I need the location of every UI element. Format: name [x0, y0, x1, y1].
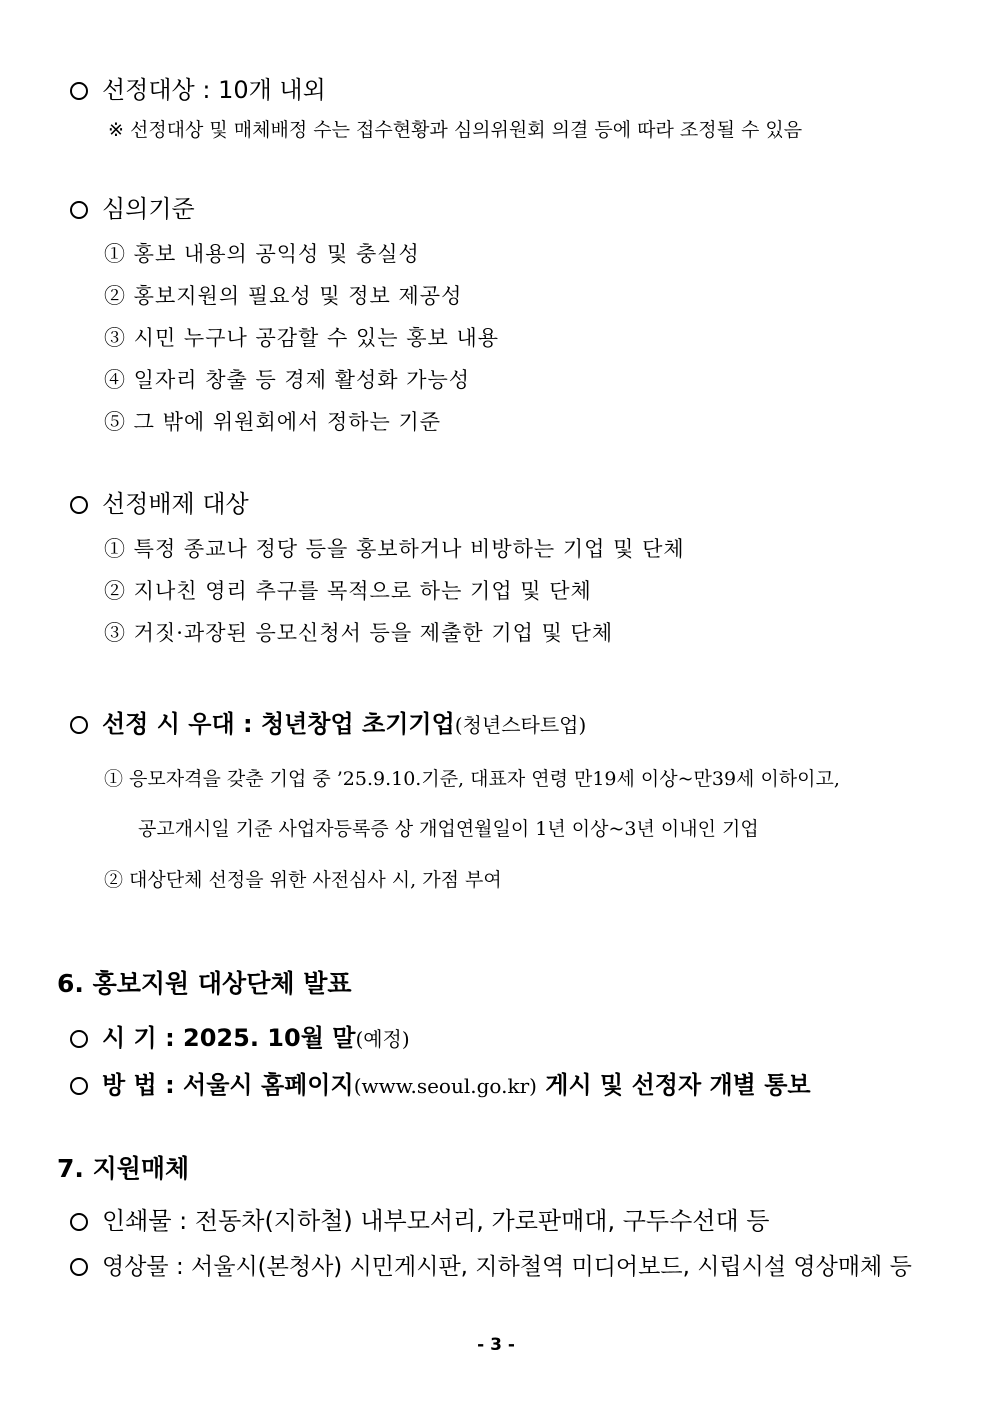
criteria-item-5: ⑤ 그 밖에 위원회에서 정하는 기준	[104, 410, 442, 434]
selection-target-heading: 선정대상 : 10개 내외	[70, 76, 326, 105]
criteria-item-3: ③ 시민 누구나 공감할 수 있는 홍보 내용	[104, 326, 500, 350]
preference-heading: 선정 시 우대 : 청년창업 초기기업(청년스타트업)	[70, 710, 586, 739]
criteria-item-2: ② 홍보지원의 필요성 및 정보 제공성	[104, 284, 463, 308]
circle-bullet-icon	[70, 1258, 88, 1276]
selection-note: ※ 선정대상 및 매체배정 수는 접수현황과 심의위원회 의결 등에 따라 조정될 수 있음	[108, 119, 803, 141]
preference-item-1-line-2: 공고개시일 기준 사업자등록증 상 개업연월일이 1년 이상~3년 이내인 기업	[138, 818, 759, 840]
circle-bullet-icon	[70, 201, 88, 219]
exclusion-item-3: ③ 거짓·과장된 응모신청서 등을 제출한 기업 및 단체	[104, 621, 614, 645]
announcement-timing-note: (예정)	[355, 1027, 410, 1051]
preference-heading-note: (청년스타트업)	[454, 713, 587, 737]
section-7-heading: 7. 지원매체	[57, 1154, 190, 1183]
announcement-timing: 시 기 : 2025. 10월 말(예정)	[70, 1024, 410, 1053]
circle-bullet-icon	[70, 1213, 88, 1231]
circle-bullet-icon	[70, 1077, 88, 1095]
criteria-item-4: ④ 일자리 창출 등 경제 활성화 가능성	[104, 368, 471, 392]
seoul-website-url: (www.seoul.go.kr)	[353, 1074, 537, 1098]
preference-item-1-line-1: ① 응모자격을 갖춘 기업 중 ’25.9.10.기준, 대표자 연령 만19세 이상~만39세 이하이고,	[104, 768, 840, 790]
exclusion-heading: 선정배제 대상	[70, 490, 249, 519]
exclusion-item-1: ① 특정 종교나 정당 등을 홍보하거나 비방하는 기업 및 단체	[104, 537, 685, 561]
criteria-item-1: ① 홍보 내용의 공익성 및 충실성	[104, 242, 420, 266]
media-print: 인쇄물 : 전동차(지하철) 내부모서리, 가로판매대, 구두수선대 등	[70, 1207, 769, 1236]
criteria-heading: 심의기준	[70, 195, 195, 224]
page-number: - 3 -	[477, 1335, 515, 1355]
section-6-heading: 6. 홍보지원 대상단체 발표	[57, 969, 352, 998]
announcement-method: 방 법 : 서울시 홈페이지(www.seoul.go.kr) 게시 및 선정자 개별 통보	[70, 1071, 811, 1100]
circle-bullet-icon	[70, 1030, 88, 1048]
exclusion-item-2: ② 지나친 영리 추구를 목적으로 하는 기업 및 단체	[104, 579, 592, 603]
preference-item-2: ② 대상단체 선정을 위한 사전심사 시, 가점 부여	[104, 869, 502, 891]
circle-bullet-icon	[70, 496, 88, 514]
media-video: 영상물 : 서울시(본청사) 시민게시판, 지하철역 미디어보드, 시립시설 영상매체 등	[70, 1254, 912, 1282]
circle-bullet-icon	[70, 716, 88, 734]
circle-bullet-icon	[70, 82, 88, 100]
